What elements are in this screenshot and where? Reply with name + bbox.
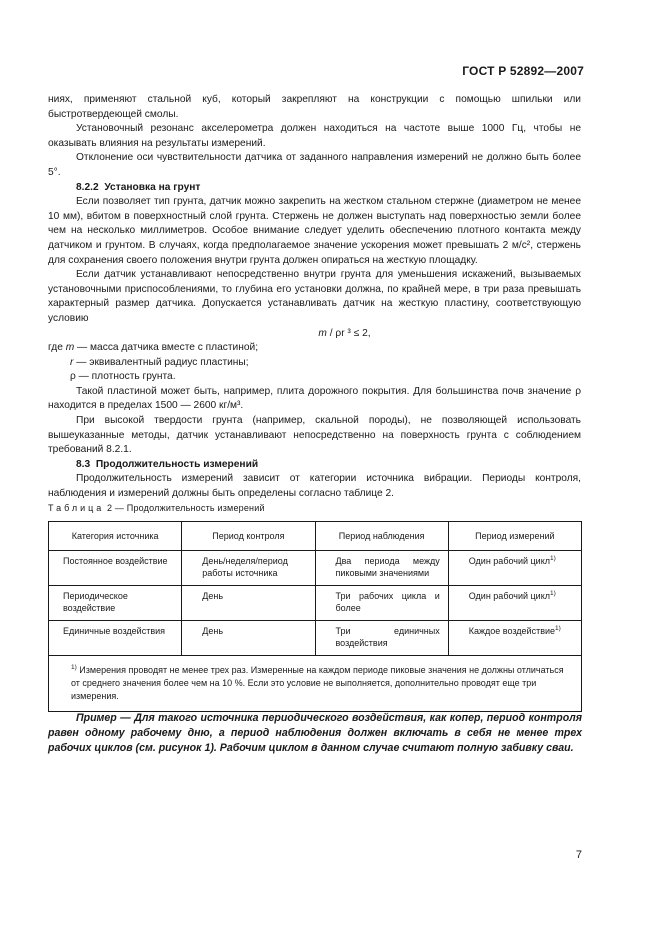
section-heading-8-2-2 bbox=[48, 181, 581, 196]
section-number: 8.3 bbox=[76, 458, 91, 470]
cell-text: Один рабочий цикл bbox=[468, 556, 550, 566]
table-cell: День bbox=[182, 586, 315, 621]
paragraph: Такой пластиной может быть, например, плита дорожного покрытия. Для большинства почв значение ρ находится в пределах 1500 — 2600 кг/м³. bbox=[48, 385, 581, 412]
table-cell: Три единичных воздействия bbox=[315, 621, 448, 656]
cell-text: Один рабочий цикл bbox=[468, 591, 550, 601]
table-row bbox=[49, 551, 582, 586]
paragraph: Продолжительность измерений зависит от категории источника вибрации. Периоды контроля, наблюдения и измерений должны быть определены согласно таблице 2. bbox=[48, 473, 581, 500]
column-header: Категория источника bbox=[49, 522, 182, 551]
table-cell: Три рабочих цикла и более bbox=[315, 586, 448, 621]
table-cell bbox=[448, 621, 581, 656]
formula-symbol: m bbox=[318, 327, 327, 339]
table-footnote-row bbox=[49, 656, 582, 712]
paragraph: Если датчик устанавливают непосредственно внутри грунта для уменьшения искажений, вызываемых установочными приспособлениями, то глубина его установки должна, по крайней мере, в три раза превышать характерный размер датчика. Допускается устанавливать датчик на жесткую пластину, соответствующую условию bbox=[48, 269, 581, 324]
definition-line: ρ — плотность грунта. bbox=[70, 371, 176, 383]
table-cell: Два периода между пиковыми значениями bbox=[315, 551, 448, 586]
cell-text: Каждое воздействие bbox=[468, 626, 556, 636]
footnote-mark: 1) bbox=[71, 664, 77, 671]
table-cell: Единичные воздействия bbox=[49, 621, 182, 656]
definition-text: — эквивалентный радиус пластины; bbox=[73, 356, 249, 368]
section-title: Продолжительность измерений bbox=[95, 458, 259, 470]
definition-line bbox=[48, 341, 581, 356]
definition-text: — масса датчика вместе с пластиной; bbox=[74, 342, 259, 354]
table-cell: Периодическое воздействие bbox=[49, 586, 182, 621]
standard-header: ГОСТ Р 52892—2007 bbox=[462, 64, 584, 78]
paragraph: Отклонение оси чувствительности датчика от заданного направления измерений не должно быть более 5°. bbox=[48, 152, 581, 178]
definition-symbol: r bbox=[70, 356, 74, 368]
section-number: 8.2.2 bbox=[76, 181, 99, 193]
table-footnote bbox=[49, 656, 582, 712]
column-header: Период измерений bbox=[448, 522, 581, 551]
duration-table bbox=[48, 521, 582, 712]
table-cell: Постоянное воздействие bbox=[49, 551, 182, 586]
paragraph: Установочный резонанс акселерометра должен находиться на частоте выше 1000 Гц, чтобы не оказывать влияния на результаты измерений. bbox=[48, 123, 581, 149]
formula-text: / ρr ³ ≤ 2, bbox=[326, 327, 371, 339]
formula bbox=[48, 327, 581, 342]
section-heading-8-3 bbox=[48, 458, 581, 473]
footnote-text: Измерения проводят не менее трех раз. Измеренные на каждом периоде пиковые значения не должны отличаться от среднего значения более чем на 10 %. Если это условие не выполняется, дополнительно проводят еще три измерения. bbox=[71, 665, 564, 701]
definition-symbol: m bbox=[65, 342, 75, 354]
section-title: Установка на грунт bbox=[104, 181, 201, 193]
where-word: где bbox=[48, 342, 66, 354]
footnote-mark: 1) bbox=[550, 555, 556, 562]
table-row bbox=[49, 621, 582, 656]
table-caption bbox=[48, 503, 265, 513]
table-caption-word: Таблица bbox=[48, 503, 105, 513]
table-caption-text: 2 — Продолжительность измерений bbox=[104, 503, 265, 513]
table-row bbox=[49, 586, 582, 621]
column-header: Период контроля bbox=[182, 522, 315, 551]
body-text bbox=[48, 93, 581, 502]
page-number: 7 bbox=[575, 849, 582, 861]
table-header-row bbox=[49, 522, 582, 551]
example-text: Пример — Для такого источника периодического воздействия, как копер, период контроля равен одному рабочему дню, а период наблюдения должен включать в себя не менее трех рабочих циклов (см. рисунок 1). Рабочим циклом в данном случае считают полную забивку сваи. bbox=[48, 712, 582, 754]
example-block bbox=[48, 711, 582, 755]
definition-line bbox=[48, 356, 581, 371]
table-cell bbox=[448, 586, 581, 621]
footnote-mark: 1) bbox=[555, 625, 561, 632]
table-cell: День/неделя/период работы источника bbox=[182, 551, 315, 586]
footnote-mark: 1) bbox=[550, 590, 556, 597]
table-cell bbox=[448, 551, 581, 586]
paragraph: ниях, применяют стальной куб, который закрепляют на конструкции с помощью шпильки или быстротвердеющей смолы. bbox=[48, 94, 581, 120]
table-cell: День bbox=[182, 621, 315, 656]
column-header: Период наблюдения bbox=[315, 522, 448, 551]
paragraph: Если позволяет тип грунта, датчик можно закрепить на жестком стальном стержне (диаметром не менее 10 мм), вбитом в поверхностный слой грунта. Стержень не должен выступать над поверхностью земли более чем на несколько миллиметров. Особое внимание следует уделить обеспечению плотного контакта между датчиком и грунтом. В случаях, когда предполагаемое значение ускорения может превышать 2 м/с², стержень для сохранения своего положения внутри грунта должен опираться на жесткую площадку. bbox=[48, 196, 581, 266]
paragraph: При высокой твердости грунта (например, скальной породы), не позволяющей использовать вышеуказанные методы, датчик устанавливают непосредственно на поверхность грунта с соблюдением требований 8.2.1. bbox=[48, 415, 581, 456]
